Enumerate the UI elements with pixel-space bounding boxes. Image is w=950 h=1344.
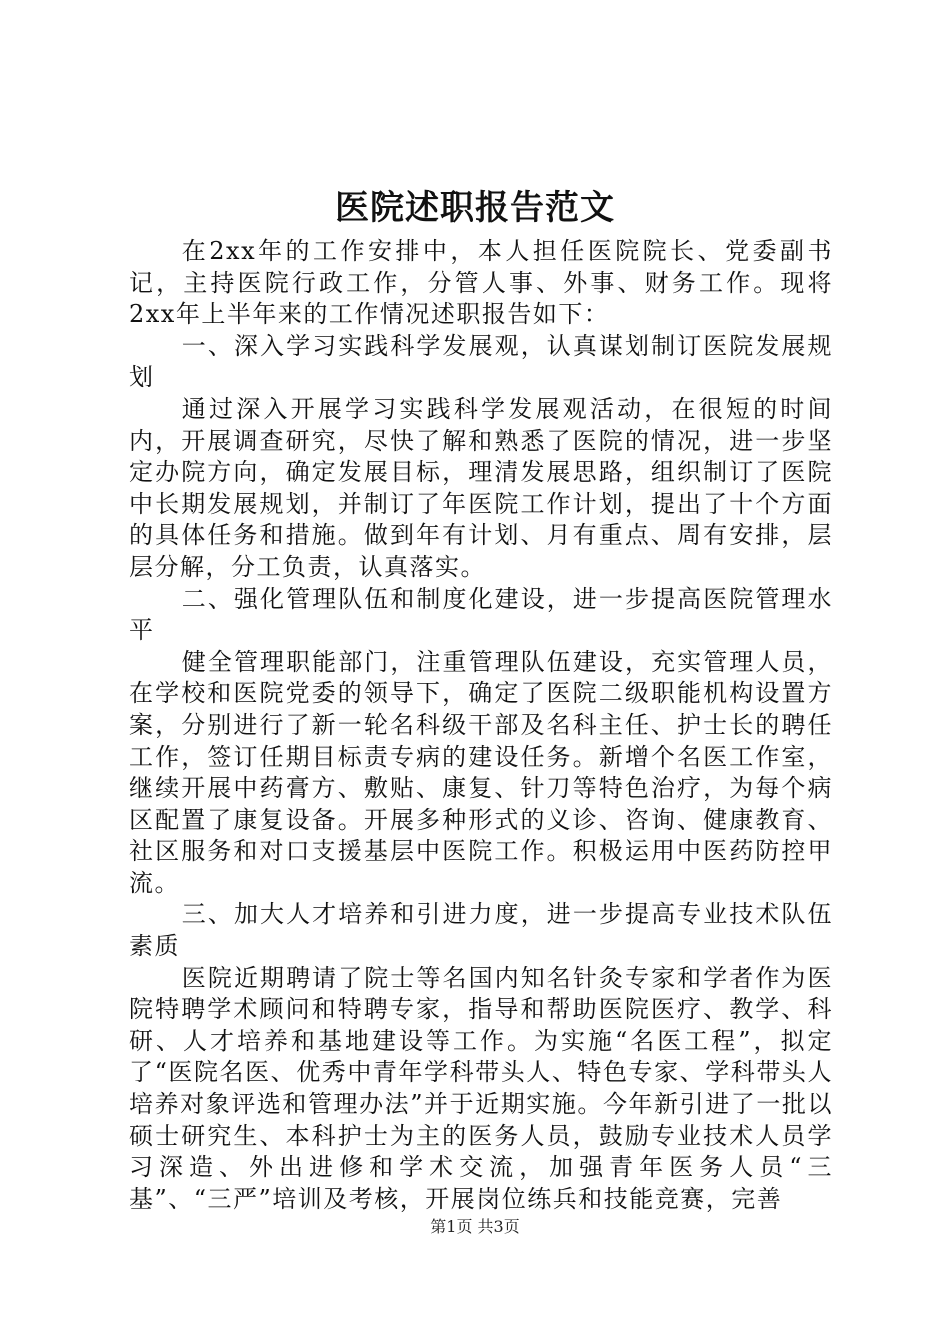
- section-heading-1: 一、深入学习实践科学发展观，认真谋划制订医院发展规划: [129, 331, 833, 392]
- paragraph-section-3: 医院近期聘请了院士等名国内知名针灸专家和学者作为医院特聘学术顾问和特聘专家，指导和帮助医院医疗、教学、科研、人才培养和基地建设等工作。为实施“名医工程”，拟定了“医院名医、优秀中青年学科带头人、特色专家、学科带头人培养对象评选和管理办法”并于近期实施。今年新引进了一批以硕士研究生、本科护士为主的医务人员，鼓励专业技术人员学习深造、外出进修和学术交流，加强青年医务人员“三基”、“三严”培训及考核，开展岗位练兵和技能竞赛，完善: [129, 963, 833, 1213]
- paragraph-section-1: 通过深入开展学习实践科学发展观活动，在很短的时间内，开展调查研究，尽快了解和熟悉了医院的情况，进一步坚定办院方向，确定发展目标，理清发展思路，组织制订了医院中长期发展规划，并制订了年医院工作计划，提出了十个方面的具体任务和措施。做到年有计划、月有重点、周有安排，层层分解，分工负责，认真落实。: [129, 394, 833, 581]
- document-body: [129, 236, 833, 1215]
- section-heading-3: 三、加大人才培养和引进力度，进一步提高专业技术队伍素质: [129, 900, 833, 961]
- document-title: 医院述职报告范文: [335, 188, 615, 228]
- section-heading-2: 二、强化管理队伍和制度化建设，进一步提高医院管理水平: [129, 584, 833, 645]
- paragraph-intro: 在2xx年的工作安排中，本人担任医院院长、党委副书记，主持医院行政工作，分管人事、外事、财务工作。现将2xx年上半年来的工作情况述职报告如下：: [129, 237, 833, 329]
- paragraph-section-2: 健全管理职能部门，注重管理队伍建设，充实管理人员，在学校和医院党委的领导下，确定了医院二级职能机构设置方案，分别进行了新一轮名科级干部及名科主任、护士长的聘任工作，签订任期目标责专病的建设任务。新增个名医工作室，继续开展中药膏方、敷贴、康复、针刀等特色治疗，为每个病区配置了康复设备。开展多种形式的义诊、咨询、健康教育、社区服务和对口支援基层中医院工作。积极运用中医药防控甲流。: [129, 647, 833, 897]
- page-number: 第1页 共3页: [430, 1217, 520, 1236]
